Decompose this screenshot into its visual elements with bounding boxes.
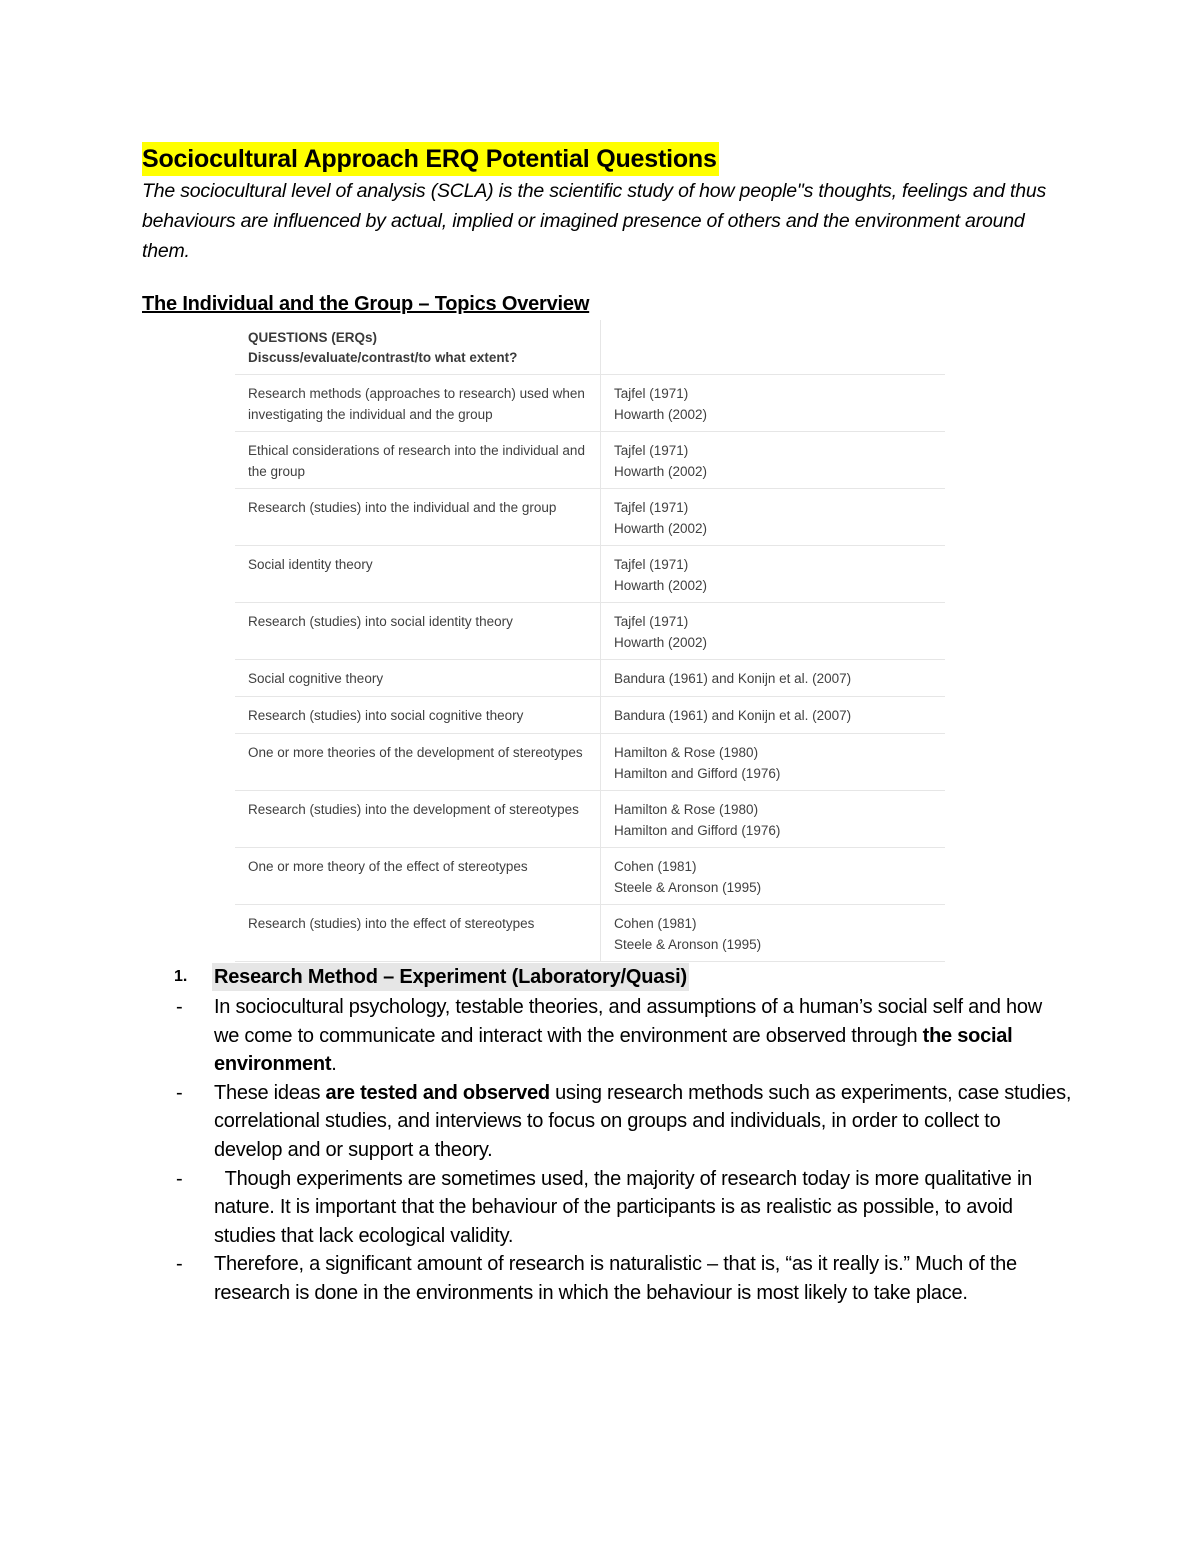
bullet-dash: - <box>176 1167 183 1190</box>
reference-2: Steele & Aronson (1995) <box>614 936 762 952</box>
bullet-text-end: . <box>331 1053 337 1076</box>
reference-cell <box>601 905 946 962</box>
section-1-title: Research Method – Experiment (Laboratory/Quasi) <box>212 963 689 991</box>
question-cell: Research (studies) into the development of stereotypes <box>235 791 601 848</box>
reference-2: Hamilton and Gifford (1976) <box>614 822 781 838</box>
reference-cell <box>601 489 946 546</box>
question-cell: One or more theories of the development of stereotypes <box>235 734 601 791</box>
section-1-number: 1. <box>174 968 188 985</box>
reference-1: Hamilton & Rose (1980) <box>614 745 759 760</box>
table-row <box>235 603 945 660</box>
section-heading: The Individual and the Group – Topics Overview <box>142 293 590 315</box>
reference-cell <box>601 697 946 734</box>
table-header-row <box>235 320 945 375</box>
list-item <box>142 1250 1072 1307</box>
table-row <box>235 734 945 791</box>
header-line-2: Discuss/evaluate/contrast/to what extent? <box>248 350 518 365</box>
table-header-references <box>601 320 946 375</box>
intro-paragraph: The sociocultural level of analysis (SCLA) is the scientific study of how people"s thoughts, feelings and thus behaviours are influenced by actual, implied or imagined presence of others and the environment around them. <box>142 180 1047 262</box>
reference-cell <box>601 375 946 432</box>
reference-1: Tajfel (1971) <box>614 614 689 629</box>
reference-1: Bandura (1961) and Konijn et al. (2007) <box>614 708 852 723</box>
reference-2: Howarth (2002) <box>614 463 708 479</box>
reference-cell <box>601 791 946 848</box>
table-row <box>235 905 945 962</box>
reference-2: Howarth (2002) <box>614 406 708 422</box>
reference-1: Bandura (1961) and Konijn et al. (2007) <box>614 671 852 686</box>
table-row <box>235 848 945 905</box>
bullet-bold-text: are tested and observed <box>325 1081 550 1104</box>
question-cell: Social cognitive theory <box>235 660 601 697</box>
bullet-dash: - <box>176 1253 183 1276</box>
reference-1: Tajfel (1971) <box>614 557 689 572</box>
question-cell: Research (studies) into social identity theory <box>235 603 601 660</box>
reference-2: Howarth (2002) <box>614 634 708 650</box>
table-row <box>235 660 945 697</box>
table-header-questions <box>235 320 601 375</box>
reference-1: Tajfel (1971) <box>614 386 689 401</box>
reference-2: Steele & Aronson (1995) <box>614 879 762 895</box>
question-cell: Research (studies) into the individual and the group <box>235 489 601 546</box>
reference-1: Cohen (1981) <box>614 916 697 931</box>
bullet-text: Therefore, a significant amount of research is naturalistic – that is, “as it really is.” Much of the research is done in the environments in which the behaviour is most likely to take place. <box>214 1253 1017 1304</box>
reference-2: Hamilton and Gifford (1976) <box>614 765 781 781</box>
table-row <box>235 432 945 489</box>
question-cell: Social identity theory <box>235 546 601 603</box>
question-cell: Research methods (approaches to research) used when investigating the individual and the group <box>235 375 601 432</box>
bullet-dash: - <box>176 1081 183 1104</box>
reference-2: Howarth (2002) <box>614 520 708 536</box>
bullet-text: These ideas <box>214 1081 326 1104</box>
bullet-text: Though experiments are sometimes used, the majority of research today is more qualitative in nature. It is important that the behaviour of the participants is as realistic as possible, to avoid studies that lack ecological validity. <box>214 1167 1038 1247</box>
reference-1: Tajfel (1971) <box>614 443 689 458</box>
header-line-1: QUESTIONS (ERQs) <box>248 330 378 345</box>
title-block <box>142 142 719 176</box>
question-cell: Research (studies) into the effect of stereotypes <box>235 905 601 962</box>
section-1 <box>142 963 1072 1308</box>
question-cell: One or more theory of the effect of stereotypes <box>235 848 601 905</box>
reference-cell <box>601 432 946 489</box>
section-1-heading <box>142 963 1072 993</box>
table-row <box>235 697 945 734</box>
list-item <box>142 1165 1072 1251</box>
erq-table <box>235 320 945 962</box>
bullet-dash: - <box>176 996 183 1018</box>
bullet-text: In sociocultural psychology, testable theories, and assumptions of a human’s social self and how we come to communicate and interact with the environment are observed through <box>214 996 1042 1047</box>
reference-cell <box>601 660 946 697</box>
table-row <box>235 791 945 848</box>
reference-cell <box>601 603 946 660</box>
reference-cell <box>601 546 946 603</box>
reference-1: Cohen (1981) <box>614 859 697 874</box>
bullet-bold-text: the social environment <box>214 1024 1013 1076</box>
reference-cell <box>601 734 946 791</box>
question-cell: Ethical considerations of research into the individual and the group <box>235 432 601 489</box>
section-1-bullets <box>142 993 1072 1308</box>
reference-2: Howarth (2002) <box>614 577 708 593</box>
list-item <box>142 1079 1072 1165</box>
list-item <box>142 993 1072 1079</box>
reference-1: Hamilton & Rose (1980) <box>614 802 759 817</box>
bullet-text-end: using research methods such as experiments, case studies, correlational studies, and interviews to focus on groups and individuals, in order to collect to develop and or support a theory. <box>214 1081 1072 1161</box>
reference-cell <box>601 848 946 905</box>
question-cell: Research (studies) into social cognitive theory <box>235 697 601 734</box>
table-row <box>235 375 945 432</box>
reference-1: Tajfel (1971) <box>614 500 689 515</box>
table-row <box>235 546 945 603</box>
document-title: Sociocultural Approach ERQ Potential Questions <box>142 142 719 176</box>
table-row <box>235 489 945 546</box>
